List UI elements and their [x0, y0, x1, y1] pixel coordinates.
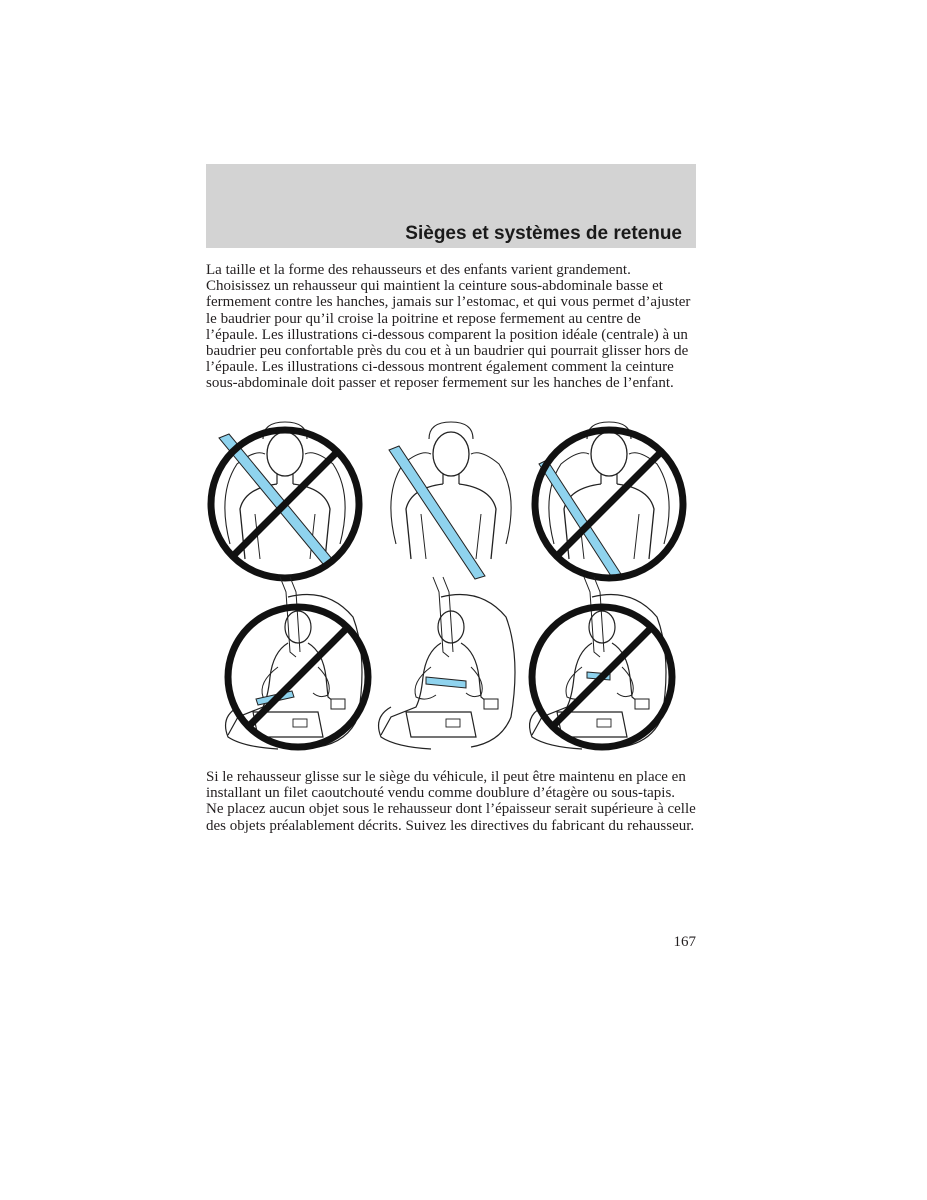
belt-fit-illustrations — [206, 418, 696, 763]
page-number: 167 — [673, 934, 696, 950]
shoulder-belt-correct-figure — [389, 422, 511, 579]
lap-belt-on-stomach-figure — [226, 577, 368, 749]
intro-paragraph: La taille et la forme des rehausseurs et des enfants varient grandement. Choisissez un rehausseur qui maintient la ceinture sous-abdominale basse et fermement contre les hanches, jamais sur l’estomac, et qui vous permet d’ajuster le baudrier pour qu’il croise la poitrine et repose fermement au centre de l’épaule. Les illustrations ci-dessous comparent la position idéale (centrale) à un baudrier peu confortable près du cou et à un baudrier qui pourrait glisser hors de l’épaule. Les illustrations ci-dessous montrent également comment la ceinture sous-abdominale doit passer et reposer fermement sur les hanches de l’enfant. — [206, 262, 691, 392]
lap-belt-correct-figure — [379, 577, 515, 749]
section-title: Sièges et systèmes de retenue — [405, 223, 682, 244]
shoulder-belt-near-neck-figure — [211, 422, 359, 578]
belt-fit-diagram — [206, 418, 696, 763]
booster-slip-paragraph: Si le rehausseur glisse sur le siège du véhicule, il peut être maintenu en place en installant un filet caoutchouté vendu comme doublure d’étagère ou sous-tapis. Ne placez aucun objet sous le rehausseur dont l’épaisseur serait supérieure à celle des objets préalablement décrits. Suivez les directives du fabricant du rehausseur. — [206, 769, 696, 834]
shoulder-belt-off-shoulder-figure — [535, 422, 683, 578]
section-header-band — [206, 164, 696, 248]
lap-belt-too-high-figure — [530, 577, 672, 749]
